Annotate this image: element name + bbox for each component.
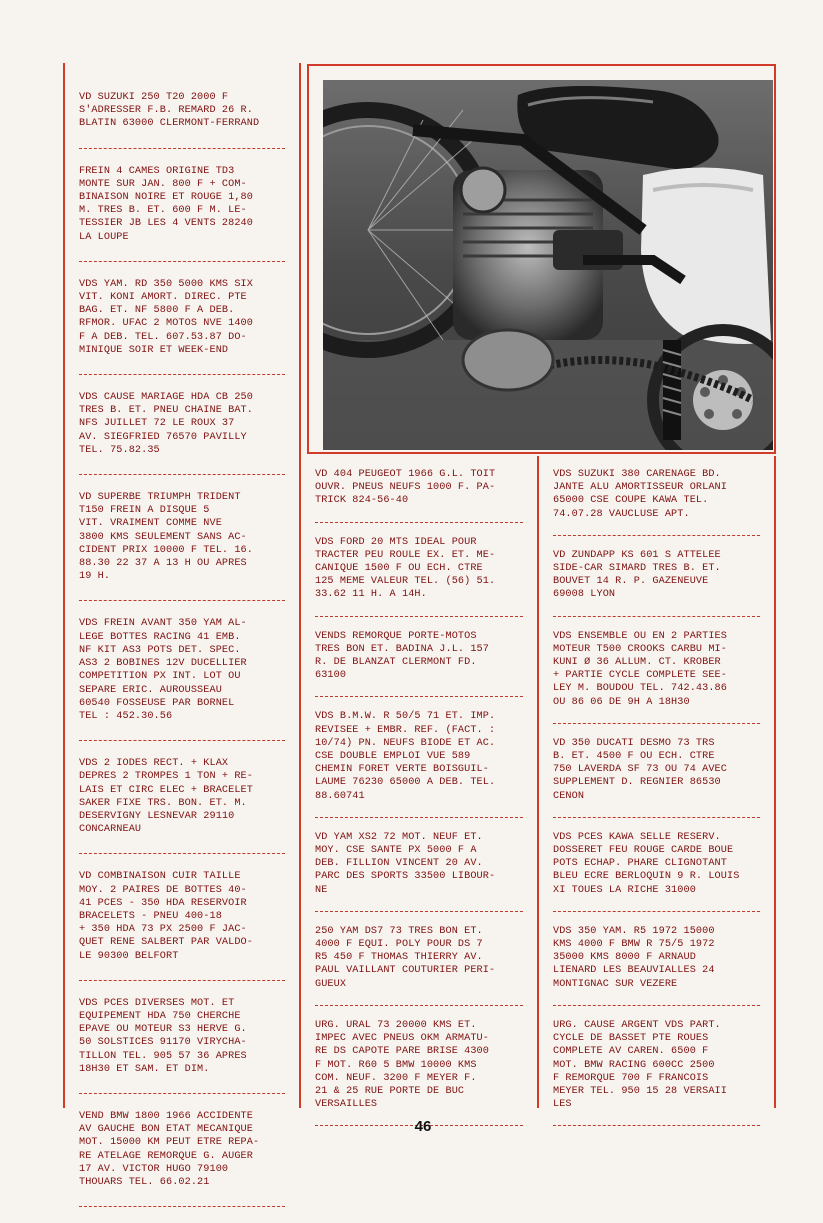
ad-separator <box>553 535 760 536</box>
ad-separator <box>79 980 285 981</box>
ad-separator <box>315 911 523 912</box>
ad-separator <box>315 616 523 617</box>
classified-ad: VDS 2 IODES RECT. + KLAX DEPRES 2 TROMPES 1 TON + RE- LAIS ET CIRC ELEC + BRACELET SAKER FIXE TRS. BON. ET. M. DESERVIGNY LESNEVAR 29110 CONCARNEAU <box>79 758 253 836</box>
classified-ad: VDS CAUSE MARIAGE HDA CB 250 TRES B. ET. PNEU CHAINE BAT. NFS JUILLET 72 LE ROUX 37 AV. SIEGFRIED 76570 PAVILLY TEL. 75.82.35 <box>79 392 253 456</box>
ad-separator <box>79 148 285 149</box>
ad-separator <box>79 1206 285 1207</box>
classified-ad: VENDS REMORQUE PORTE-MOTOS TRES BON ET. BADINA J.L. 157 R. DE BLANZAT CLERMONT FD. 63100 <box>315 630 489 682</box>
ad-separator <box>315 696 523 697</box>
left-ad-list <box>79 91 285 1223</box>
ad-separator <box>553 1005 760 1006</box>
motorcycle-photo <box>323 80 773 450</box>
ad-separator <box>315 1005 523 1006</box>
classified-ad: VD SUZUKI 250 T20 2000 F S'ADRESSER F.B. REMARD 26 R. BLATIN 63000 CLERMONT-FERRAND <box>79 92 260 130</box>
left-ad-column <box>63 63 301 1188</box>
ad-separator <box>79 474 285 475</box>
classified-ad: VDS B.M.W. R 50/5 71 ET. IMP. REVISEE + EMBR. REF. (FACT. : 10/74) PN. NEUFS BIODE ET AC. CSE DOUBLE EMPLOI VUE 589 CHEMIN FORET VERTE BOISGUIL- LAUME 76230 65000 A DEB. TEL. 88.60741 <box>315 711 496 802</box>
classified-ad: VEND BMW 1800 1966 ACCIDENTE AV GAUCHE BON ETAT MECANIQUE MOT. 15000 KM PEUT ETRE REPA- RE ATELAGE REMORQUE G. AUGER 17 AV. VICTOR HUGO 79100 THOUARS TEL. 66.02.21 <box>79 1110 260 1188</box>
classified-ad: VD YAM XS2 72 MOT. NEUF ET. MOY. CSE SANTE PX 5000 F A DEB. FILLION VINCENT 20 AV. PARC DES SPORTS 33500 LIBOUR- NE <box>315 831 496 896</box>
ad-separator <box>79 600 285 601</box>
ad-separator <box>553 817 760 818</box>
classified-ad: URG. URAL 73 20000 KMS ET. IMPEC AVEC PNEUS OKM ARMATU- RE DS CAPOTE PARE BRISE 4300 F MOT. R60 5 BMW 10000 KMS COM. NEUF. 3200 F MEYER F. 21 & 25 RUE PORTE DE BUC VERSAILLES <box>315 1019 489 1111</box>
ad-separator <box>315 817 523 818</box>
ad-separator <box>315 522 523 523</box>
classified-ad: VDS ENSEMBLE OU EN 2 PARTIES MOTEUR T500 CROOKS CARBU MI- KUNI Ø 36 ALLUM. CT. KROBER + PARTIE CYCLE COMPLETE SEE- LEY M. BOUDOU TEL. 742.43.86 OU 86 06 DE 9H A 18H30 <box>553 630 727 708</box>
ad-separator <box>79 261 285 262</box>
middle-ad-list <box>315 468 523 1139</box>
middle-ad-column <box>301 456 539 1111</box>
classified-ad: VDS 350 YAM. R5 1972 15000 KMS 4000 F BMW R 75/5 1972 35000 KMS 8000 F ARNAUD LIENARD LES BEAUVIALLES 24 MONTIGNAC SUR VEZERE <box>553 925 715 990</box>
ad-separator <box>553 911 760 912</box>
ad-separator <box>553 1125 760 1126</box>
right-ad-column <box>539 456 776 1111</box>
ad-separator <box>79 1093 285 1094</box>
classified-ad: URG. CAUSE ARGENT VDS PART. CYCLE DE BASSET PTE ROUES COMPLETE AV CAREN. 6500 F MOT. BMW RACING 600CC 2500 F REMORQUE 700 F FRANCOIS MEYER TEL. 950 15 28 VERSAII LES <box>553 1019 727 1111</box>
classified-ad: VD ZUNDAPP KS 601 S ATTELEE SIDE-CAR SIMARD TRES B. ET. BOUVET 14 R. P. GAZENEUVE 69008 LYON <box>553 549 721 601</box>
classified-ad: VDS SUZUKI 380 CARENAGE BD. JANTE ALU AMORTISSEUR ORLANI 65000 CSE COUPE KAWA TEL. 74.07.28 VAUCLUSE APT. <box>553 469 727 520</box>
classified-ad: VDS YAM. RD 350 5000 KMS SIX VIT. KONI AMORT. DIREC. PTE BAG. ET. NF 5800 F A DEB. RFMOR. UFAC 2 MOTOS NVE 1400 F A DEB. TEL. 607.53.87 DO- MINIQUE SOIR ET WEEK-END <box>79 278 253 356</box>
classified-ad: VDS PCES DIVERSES MOT. ET EQUIPEMENT HDA 750 CHERCHE EPAVE OU MOTEUR S3 HERVE G. 50 SOLSTICES 91170 VIRYCHA- TILLON TEL. 905 57 36 APRES 18H30 ET SAM. ET DIM. <box>79 997 247 1075</box>
ad-separator <box>79 740 285 741</box>
classified-ad: VD SUPERBE TRIUMPH TRIDENT T150 FREIN A DISQUE 5 VIT. VRAIMENT COMME NVE 3800 KMS SEULEMENT SANS AC- CIDENT PRIX 10000 F TEL. 16. 88.30 22 37 A 13 H OU APRES 19 H. <box>79 492 253 583</box>
motorcycle-engine-image <box>323 80 773 450</box>
classified-ad: VD 350 DUCATI DESMO 73 TRS B. ET. 4500 F OU ECH. CTRE 750 LAVERDA SF 73 OU 74 AVEC SUPPLEMENT D. REGNIER 86530 CENON <box>553 737 727 802</box>
right-ad-list <box>553 468 760 1139</box>
classified-ad: 250 YAM DS7 73 TRES BON ET. 4000 F EQUI. POLY POUR DS 7 R5 450 F THOMAS THIERRY AV. PAUL VAILLANT COUTURIER PERI- GUEUX <box>315 925 496 990</box>
classified-ad: FREIN 4 CAMES ORIGINE TD3 MONTE SUR JAN. 800 F + COM- BINAISON NOIRE ET ROUGE 1,80 M. TRES B. ET. 600 F M. LE- TESSIER JB LES 4 VENTS 28240 LA LOUPE <box>79 165 253 243</box>
classified-ad: VD 404 PEUGEOT 1966 G.L. TOIT OUVR. PNEUS NEUFS 1000 F. PA- TRICK 824-56-40 <box>315 469 496 507</box>
classified-ad: VDS PCES KAWA SELLE RESERV. DOSSERET FEU ROUGE CARDE BOUE POTS ECHAP. PHARE CLIGNOTANT BLEU ECRE BERLOQUIN 9 R. LOUIS XI TOUES LA RICHE 31000 <box>553 831 740 896</box>
ad-separator <box>79 853 285 854</box>
classified-ad: VDS FORD 20 MTS IDEAL POUR TRACTER PEU ROULE EX. ET. ME- CANIQUE 1500 F OU ECH. CTRE 125 MEME VALEUR TEL. (56) 51. 33.62 11 H. A 14H. <box>315 536 496 601</box>
page-number: 46 <box>414 1118 432 1135</box>
photo-frame <box>307 64 776 454</box>
classified-ad: VD COMBINAISON CUIR TAILLE MOY. 2 PAIRES DE BOTTES 40- 41 PCES - 350 HDA RESERVOIR BRACELETS - PNEU 400-18 + 350 HDA 73 PX 2500 F JAC- QUET RENE SALBERT PAR VALDO- LE 90300 BELFORT <box>79 871 253 962</box>
classified-ad: VDS FREIN AVANT 350 YAM AL- LEGE BOTTES RACING 41 EMB. NF KIT AS3 POTS DET. SPEC. AS3 2 BOBINES 12V DUCELLIER COMPETITION PX INT. LOT OU SEPARE ERIC. AUROUSSEAU 60540 FOSSEUSE PAR BORNEL TEL : 452.30.56 <box>79 618 247 722</box>
ad-separator <box>553 616 760 617</box>
ad-separator <box>79 374 285 375</box>
ad-separator <box>553 723 760 724</box>
